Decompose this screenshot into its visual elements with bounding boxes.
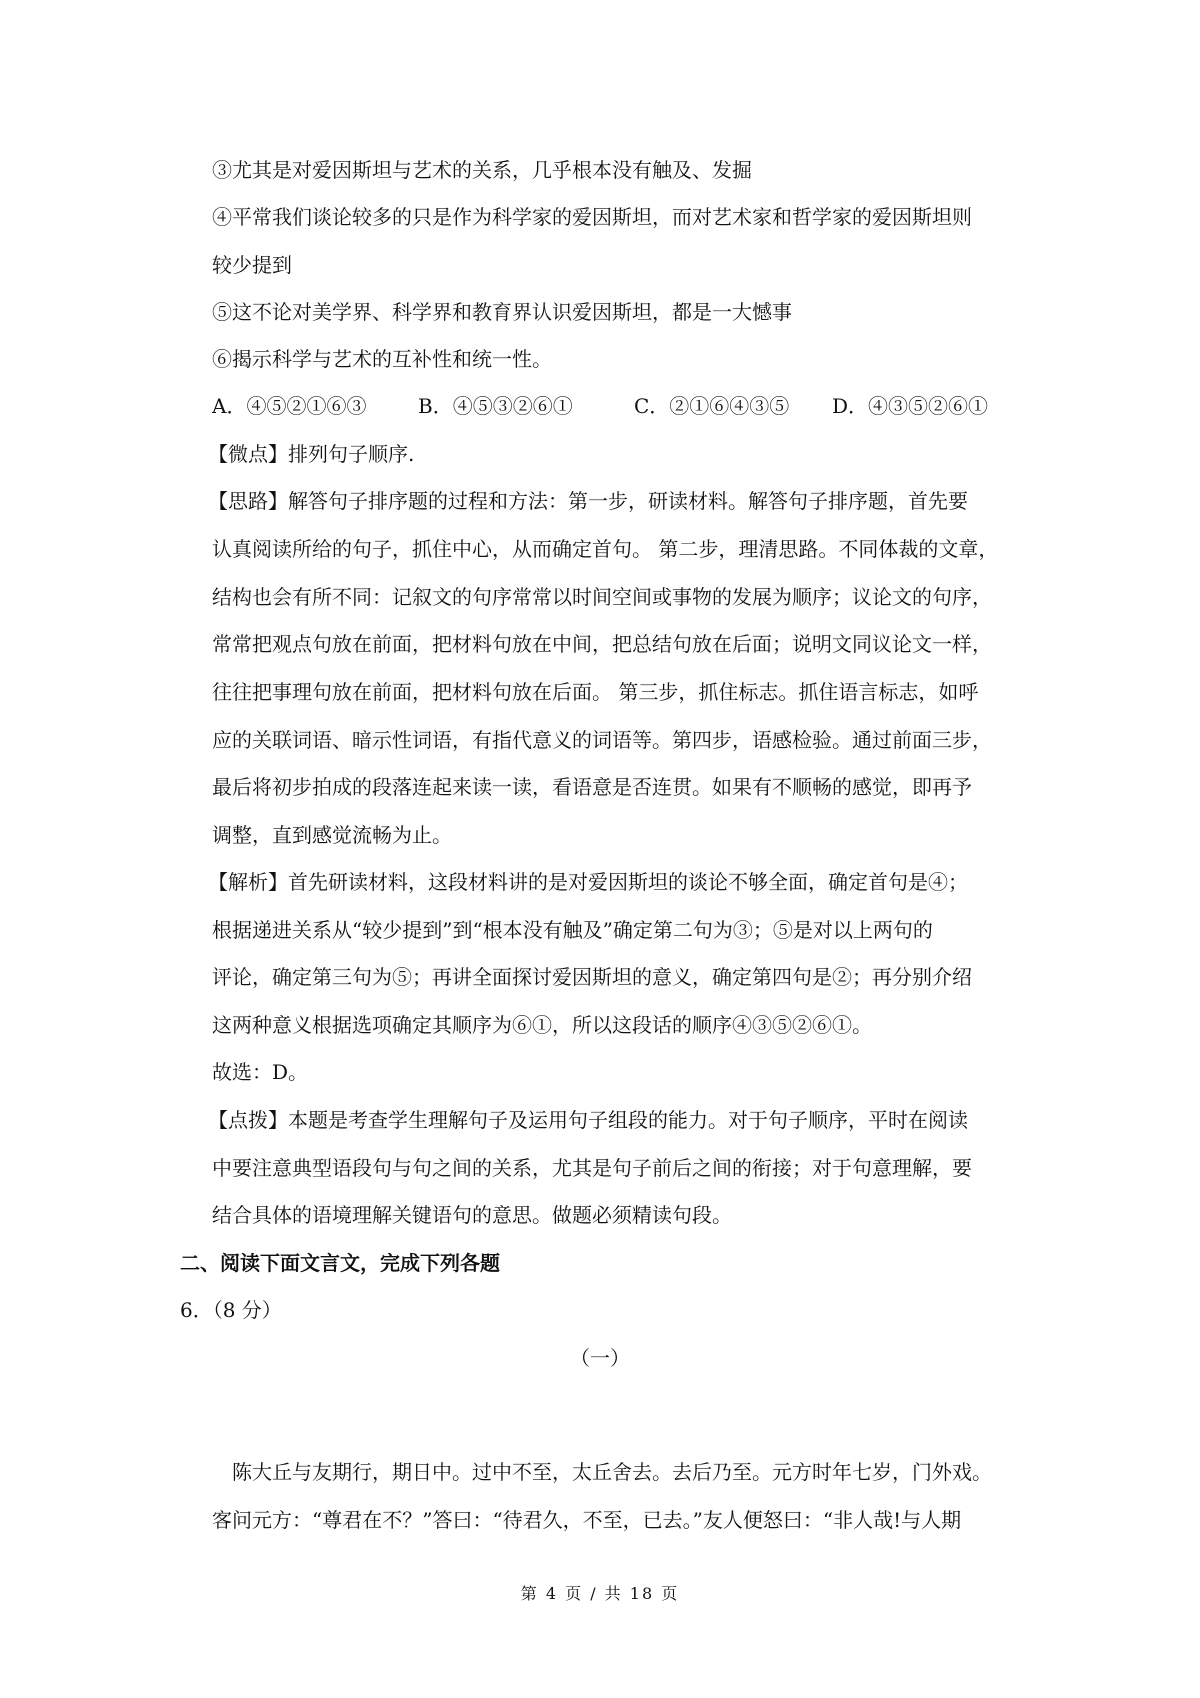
passage-line-1: 陈大丘与友期行，期日中。过中不至，太丘舍去。去后乃至。元方时年七岁，门外戏。: [232, 1460, 992, 1484]
point-label: 【微点】排列句子顺序.: [208, 442, 415, 466]
answer-line: 故选：D。: [212, 1060, 309, 1084]
option-d: D．④③⑤②⑥①: [832, 394, 989, 418]
tip-line-1: 【点拨】本题是考查学生理解句子及运用句子组段的能力。对于句子顺序，平时在阅读: [208, 1108, 968, 1132]
explanation-line-1: 【解析】首先研读材料，这段材料讲的是对爱因斯坦的谈论不够全面，确定首句是④；: [208, 870, 968, 894]
approach-line-5: 往往把事理句放在前面，把材料句放在后面。 第三步，抓住标志。抓住语言标志，如呼: [212, 680, 979, 704]
explanation-line-3: 评论，确定第三句为⑤；再讲全面探讨爱因斯坦的意义，确定第四句是②；再分别介绍: [212, 965, 972, 989]
approach-line-4: 常常把观点句放在前面，把材料句放在中间，把总结句放在后面；说明文同议论文一样，: [212, 632, 992, 656]
tip-line-2: 中要注意典型语段句与句之间的关系，尤其是句子前后之间的衔接；对于句意理解，要: [212, 1156, 972, 1180]
section-heading: 二、阅读下面文言文，完成下列各题: [180, 1251, 500, 1275]
approach-line-6: 应的关联词语、暗示性词语，有指代意义的词语等。第四步，语感检验。通过前面三步，: [212, 728, 992, 752]
approach-line-1: 【思路】解答句子排序题的过程和方法：第一步，研读材料。解答句子排序题，首先要: [208, 489, 968, 513]
statement-4-cont: 较少提到: [212, 253, 292, 277]
statement-3: ③尤其是对爱因斯坦与艺术的关系，几乎根本没有触及、发掘: [212, 158, 752, 182]
question-number: 6．（8 分）: [180, 1298, 282, 1322]
statement-6: ⑥揭示科学与艺术的互补性和统一性。: [212, 347, 552, 371]
approach-line-3: 结构也会有所不同：记叙文的句序常常以时间空间或事物的发展为顺序；议论文的句序，: [212, 585, 992, 609]
option-c: C．②①⑥④③⑤: [634, 394, 790, 418]
explanation-line-2: 根据递进关系从“较少提到”到“根本没有触及”确定第二句为③；⑤是对以上两句的: [212, 918, 933, 942]
option-b: B．④⑤③②⑥①: [418, 394, 573, 418]
passage-marker: （一）: [570, 1346, 630, 1370]
page-footer: 第 4 页 / 共 18 页: [520, 1584, 680, 1603]
approach-line-8: 调整，直到感觉流畅为止。: [212, 823, 452, 847]
explanation-line-4: 这两种意义根据选项确定其顺序为⑥①，所以这段话的顺序④③⑤②⑥①。: [212, 1013, 872, 1037]
option-a: A．④⑤②①⑥③: [212, 394, 367, 418]
statement-4: ④平常我们谈论较多的只是作为科学家的爱因斯坦，而对艺术家和哲学家的爱因斯坦则: [212, 205, 972, 229]
tip-line-3: 结合具体的语境理解关键语句的意思。做题必须精读句段。: [212, 1203, 732, 1227]
passage-line-2: 客问元方：“尊君在不？”答曰：“待君久，不至，已去。”友人便怒曰：“非人哉!与人期: [212, 1508, 962, 1532]
approach-line-7: 最后将初步拍成的段落连起来读一读，看语意是否连贯。如果有不顺畅的感觉，即再予: [212, 775, 972, 799]
statement-5: ⑤这不论对美学界、科学界和教育界认识爱因斯坦，都是一大憾事: [212, 300, 792, 324]
approach-line-2: 认真阅读所给的句子，抓住中心，从而确定首句。 第二步，理清思路。不同体裁的文章，: [212, 537, 999, 561]
